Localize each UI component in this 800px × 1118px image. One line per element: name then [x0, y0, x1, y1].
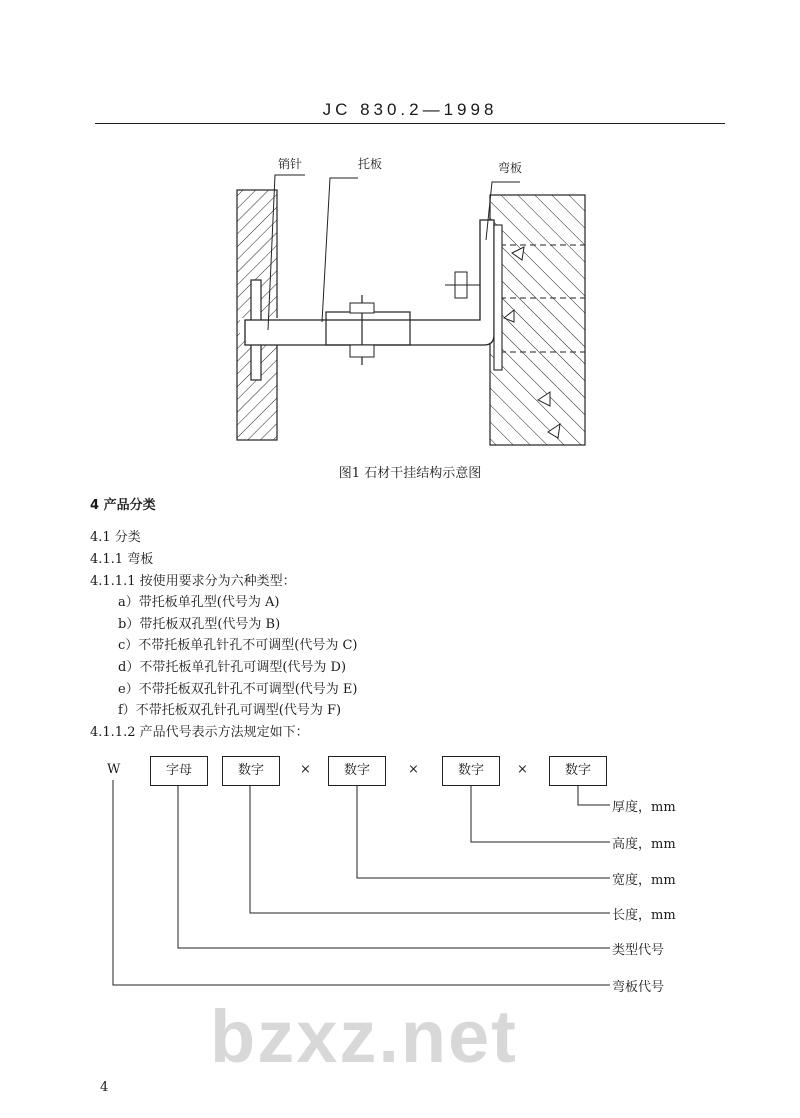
standard-number: JC 830.2—1998	[322, 100, 498, 119]
label-bent-plate: 弯板	[498, 161, 523, 175]
page-number: 4	[100, 1080, 109, 1095]
label-pin: 销针	[278, 157, 303, 171]
times-sign: ×	[300, 762, 311, 777]
section-4-1: 4.1 分类	[90, 530, 141, 545]
code-box-thickness: 数字	[549, 756, 607, 786]
concrete-wall	[490, 195, 585, 445]
wall-bolt	[445, 272, 480, 298]
code-leader-lines	[113, 780, 610, 985]
times-sign: ×	[408, 762, 419, 777]
times-sign: ×	[517, 762, 528, 777]
code-box-width: 数字	[328, 756, 386, 786]
annotation-bent-plate-code: 弯板代号	[612, 980, 665, 995]
section-4-1-1-2: 4.1.1.2 产品代号表示方法规定如下：	[90, 725, 309, 740]
annotation-thickness: 厚度，mm	[612, 800, 676, 815]
label-support-plate: 托板	[358, 157, 383, 171]
section-4-1-1-1: 4.1.1.1 按使用要求分为六种类型：	[90, 574, 296, 589]
figure-caption: 图1 石材干挂结构示意图	[338, 466, 482, 481]
type-item: c）不带托板单孔针孔不可调型(代号为 C)	[118, 638, 358, 653]
section-4-1-1: 4.1.1 弯板	[90, 552, 154, 567]
type-item: a）带托板单孔型(代号为 A)	[118, 595, 280, 610]
watermark: bzxz.net	[210, 995, 518, 1078]
annotation-height: 高度，mm	[612, 837, 676, 852]
type-item: f）不带托板双孔针孔可调型(代号为 F)	[118, 703, 342, 718]
annotation-type-code: 类型代号	[612, 943, 665, 958]
code-box-letter: 字母	[150, 756, 208, 786]
code-box-length: 数字	[222, 756, 280, 786]
type-item: b）带托板双孔型(代号为 B)	[118, 617, 281, 632]
type-item: e）不带托板双孔针孔不可调型(代号为 E)	[118, 682, 358, 697]
section-4-heading: 4 产品分类	[90, 498, 156, 513]
annotation-width: 宽度，mm	[612, 873, 676, 888]
code-box-height: 数字	[442, 756, 500, 786]
code-prefix: W	[107, 762, 121, 777]
type-item: d）不带托板单孔针孔可调型(代号为 D)	[118, 660, 347, 675]
annotation-length: 长度，mm	[612, 908, 676, 923]
